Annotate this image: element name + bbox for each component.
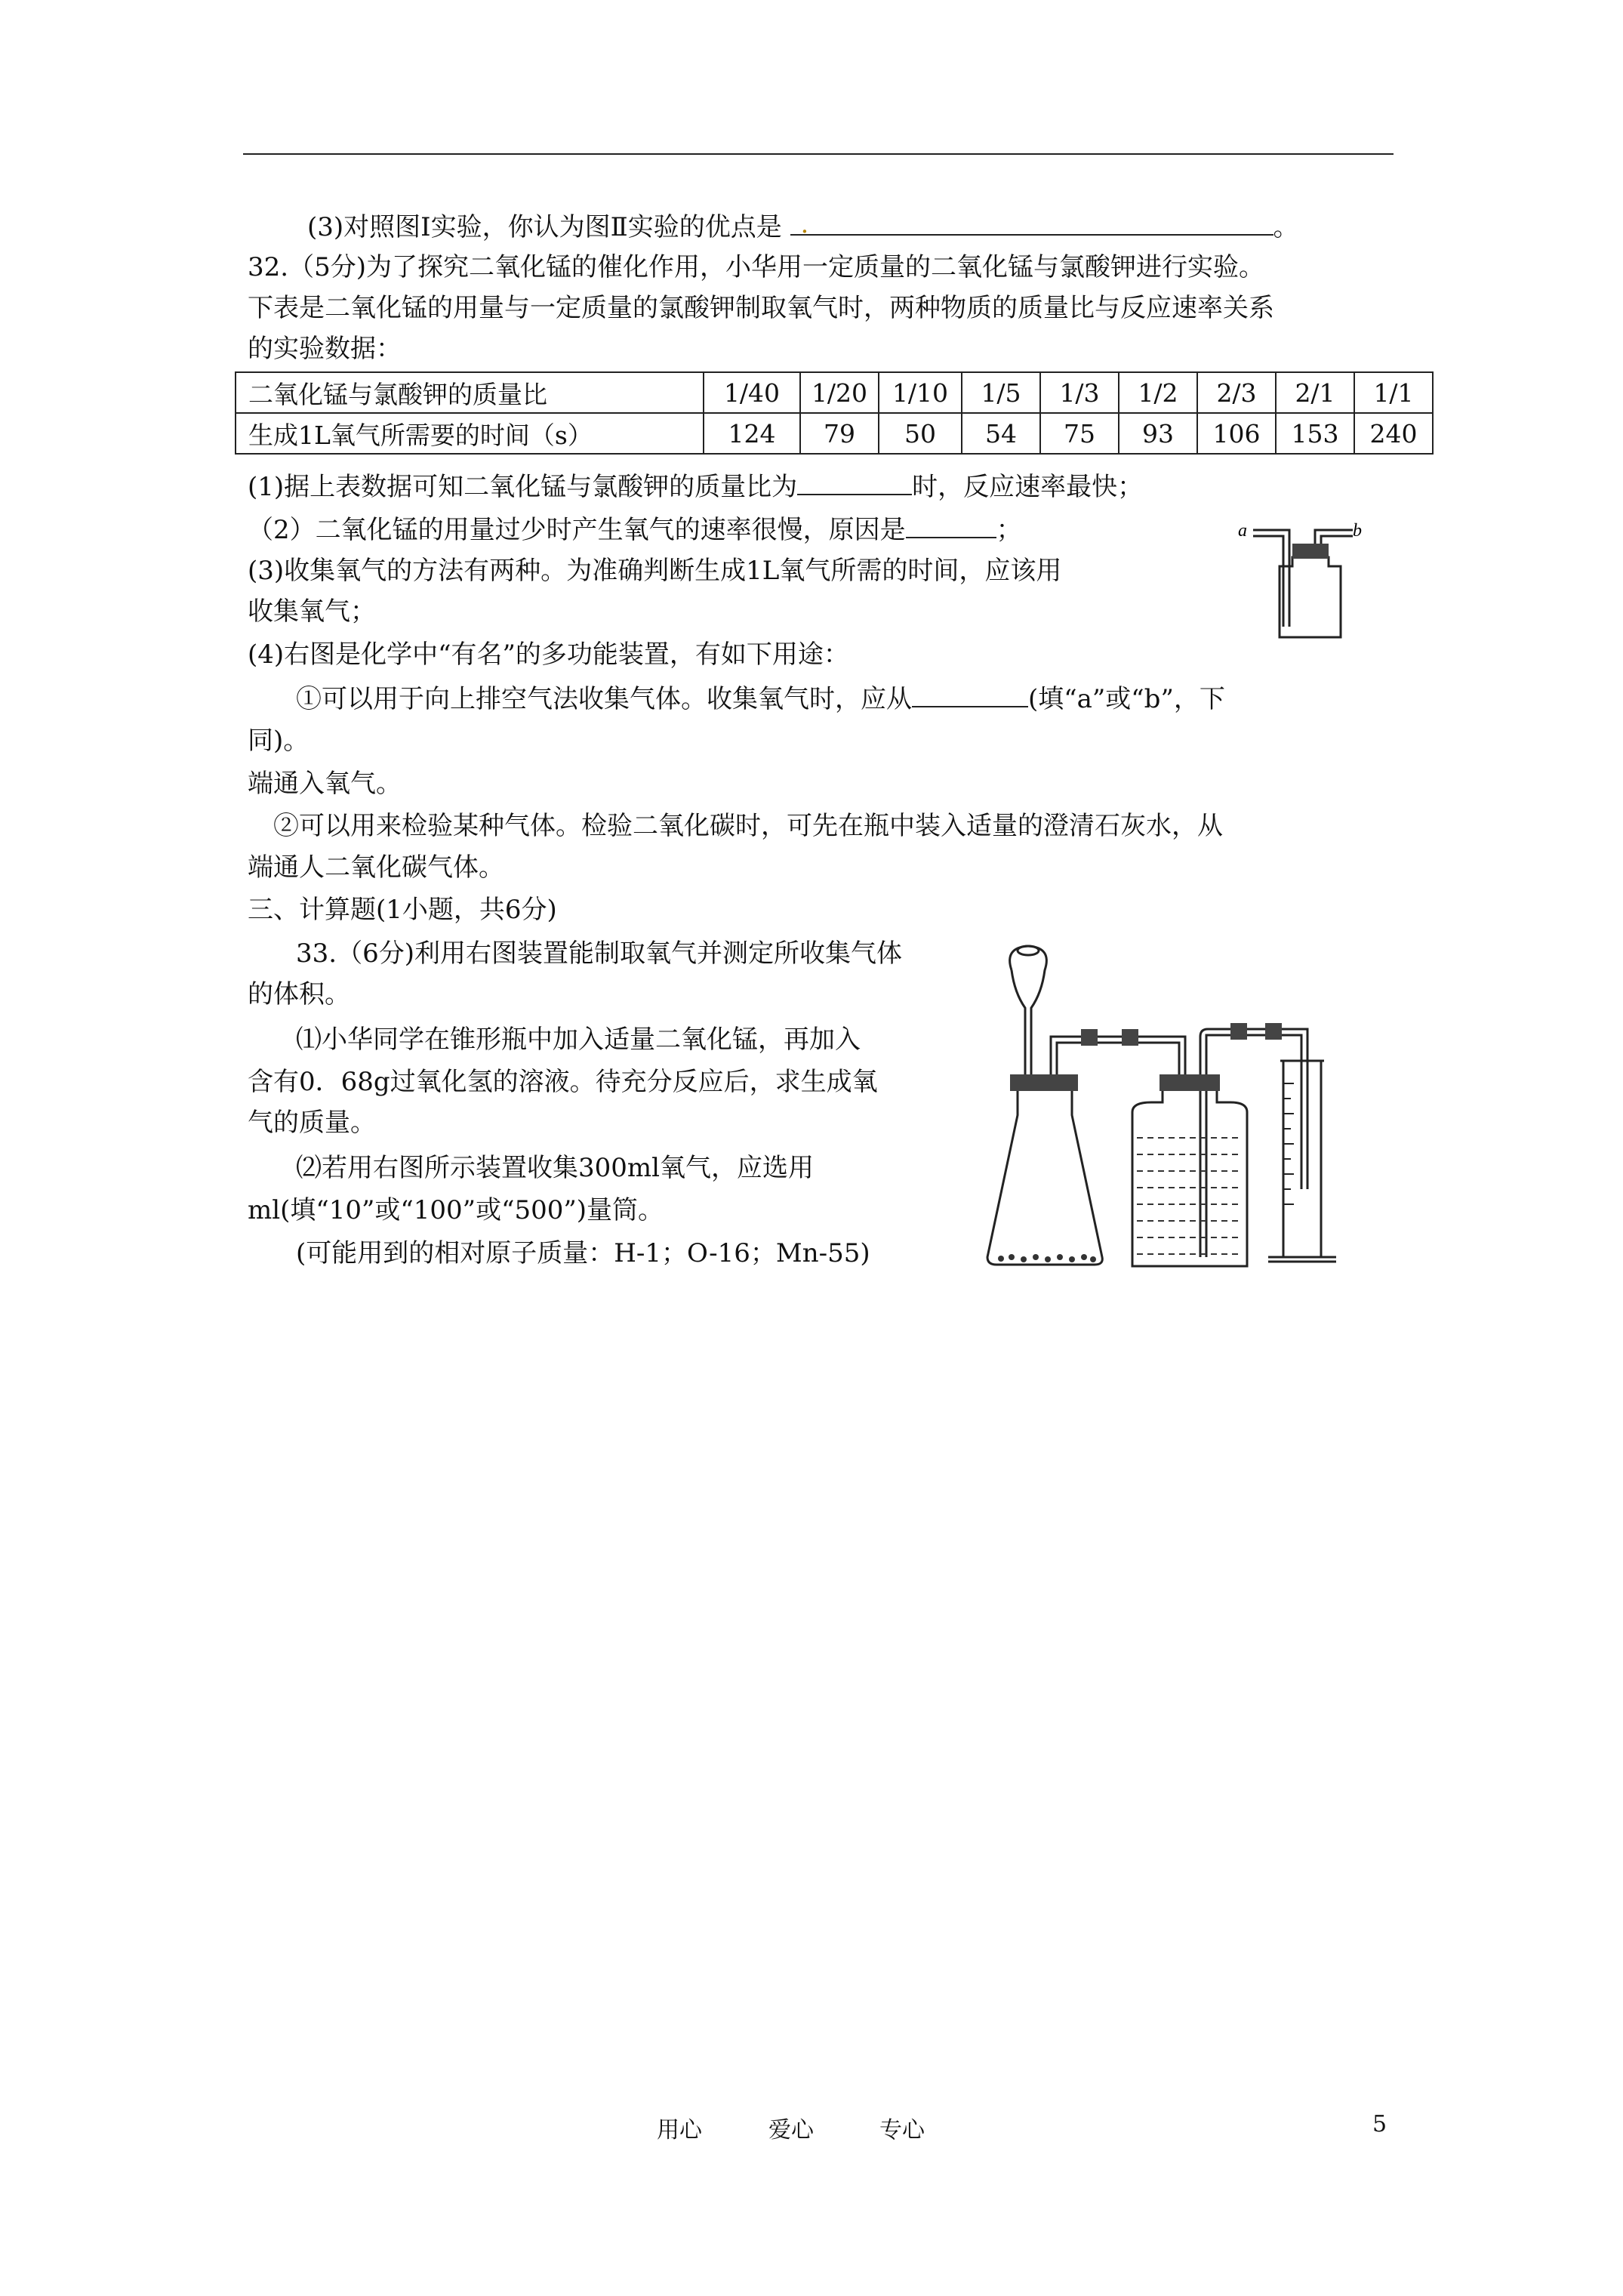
q32-intro-line3: 的实验数据： — [248, 334, 402, 364]
q32-part4-a-text: ①可以用于向上排空气法收集气体。收集氧气时，应从 — [296, 684, 912, 714]
q32-intro-line2: 下表是二氧化锰的用量与一定质量的氯酸钾制取氧气时，两种物质的质量比与反应速率关系 — [248, 293, 1274, 323]
q32-part4-b-line1: ②可以用来检验某种气体。检验二氧化碳时，可先在瓶中装入适量的澄清石灰水，从 — [273, 811, 1223, 841]
flask-stopper-icon — [1010, 1074, 1078, 1091]
table-cell: 1/40 — [704, 372, 800, 413]
q32-part4-b-line2: 端通人二氧化碳气体。 — [248, 852, 504, 883]
table-cell: 75 — [1040, 413, 1119, 454]
q31-part3-text: (3)对照图Ⅰ实验，你认为图Ⅱ实验的优点是 — [307, 212, 782, 242]
table-cell: 1/1 — [1354, 372, 1433, 413]
q32-part1-blank — [797, 470, 912, 495]
table-cell: 2/1 — [1276, 372, 1354, 413]
q31-part3-end: 。 — [1273, 212, 1299, 242]
footer-slogan-1: 用心 — [657, 2117, 702, 2143]
q32-part1-suffix: 时，反应速率最快； — [912, 472, 1144, 502]
figure-label-b: b — [1353, 521, 1362, 541]
table-row-label: 生成1L氧气所需要的时间（s） — [236, 413, 704, 454]
q32-intro-line1: 32.（5分)为了探究二氧化锰的催化作用，小华用一定质量的二氧化锰与氯酸钾进行实验。 — [248, 252, 1264, 282]
q31-part3-dot: . — [800, 209, 809, 239]
wide-bottle-icon — [1132, 1089, 1247, 1266]
q32-part1-text: (1)据上表数据可知二氧化锰与氯酸钾的质量比为 — [248, 472, 798, 502]
q32-part4-a-suffix: (填“a”或“b”，下 — [1028, 684, 1225, 714]
q31-part3-blank — [790, 209, 1273, 239]
table-row-label: 二氧化锰与氯酸钾的质量比 — [236, 372, 704, 413]
conical-flask-icon — [987, 1089, 1102, 1265]
table-cell: 1/3 — [1040, 372, 1119, 413]
section3-heading: 三、计算题(1小题，共6分) — [248, 895, 557, 925]
table-cell: 54 — [962, 413, 1040, 454]
gas-bottle-figure — [1230, 513, 1374, 646]
table-row — [236, 372, 1433, 413]
q32-part2-blank — [906, 513, 996, 538]
data-table — [235, 371, 1434, 455]
q32-part2 — [248, 513, 1022, 547]
table-cell: 1/2 — [1119, 372, 1197, 413]
q32-part4-line1: (4)右图是化学中“有名”的多功能装置，有如下用途： — [248, 639, 849, 670]
table-cell: 1/10 — [879, 372, 962, 413]
q33-part1-line1: ⑴小华同学在锥形瓶中加入适量二氧化锰，再加入 — [296, 1025, 861, 1055]
bottle-stopper-icon — [1160, 1074, 1220, 1091]
table-cell: 50 — [879, 413, 962, 454]
q33-line2: 的体积。 — [248, 979, 350, 1009]
table-cell: 124 — [704, 413, 800, 454]
q33-part1-line2: 含有0．68g过氧化氢的溶液。待充分反应后，求生成氧 — [248, 1067, 878, 1097]
table-cell: 1/20 — [800, 372, 879, 413]
figure-label-a: a — [1238, 521, 1247, 541]
q33-part2-line1: ⑵若用右图所示装置收集300ml氧气，应选用 — [296, 1153, 815, 1183]
funnel-icon — [1010, 946, 1047, 1087]
table-row — [236, 413, 1433, 454]
q31-part3 — [307, 210, 1299, 245]
footer-slogan-3: 专心 — [879, 2117, 925, 2143]
header-rule — [243, 153, 1394, 155]
table-cell: 106 — [1197, 413, 1276, 454]
footer-slogan-2: 爱心 — [768, 2117, 814, 2143]
q33-part2-line2: ml(填“10”或“100”或“500”)量筒。 — [248, 1195, 664, 1225]
q32-part2-suffix: ； — [996, 515, 1022, 545]
q32-part3-line2: 收集氧气； — [248, 596, 376, 627]
q32-part1 — [248, 470, 1143, 504]
table-cell: 1/5 — [962, 372, 1040, 413]
q32-part3-line1: (3)收集氧气的方法有两种。为准确判断生成1L氧气所需的时间，应该用 — [248, 556, 1062, 586]
table-cell: 79 — [800, 413, 879, 454]
apparatus-figure — [981, 940, 1404, 1272]
q32-part2-text: （2）二氧化锰的用量过少时产生氧气的速率很慢，原因是 — [248, 515, 906, 545]
q32-part4-a — [296, 682, 1225, 717]
table-cell: 240 — [1354, 413, 1433, 454]
table-cell: 153 — [1276, 413, 1354, 454]
page-number: 5 — [1372, 2111, 1387, 2137]
q32-part4-a-line3: 端通入氧气。 — [248, 769, 402, 799]
table-cell: 2/3 — [1197, 372, 1276, 413]
q32-part4-a-blank — [912, 682, 1028, 707]
stopper-icon — [1292, 544, 1329, 559]
q32-part4-a-line2: 同)。 — [248, 726, 310, 756]
q33-line1: 33.（6分)利用右图装置能制取氧气并测定所收集气体 — [296, 938, 902, 969]
table-cell: 93 — [1119, 413, 1197, 454]
q33-note: (可能用到的相对原子质量：H-1；O-16；Mn-55) — [296, 1238, 870, 1268]
q33-part1-line3: 气的质量。 — [248, 1108, 376, 1138]
